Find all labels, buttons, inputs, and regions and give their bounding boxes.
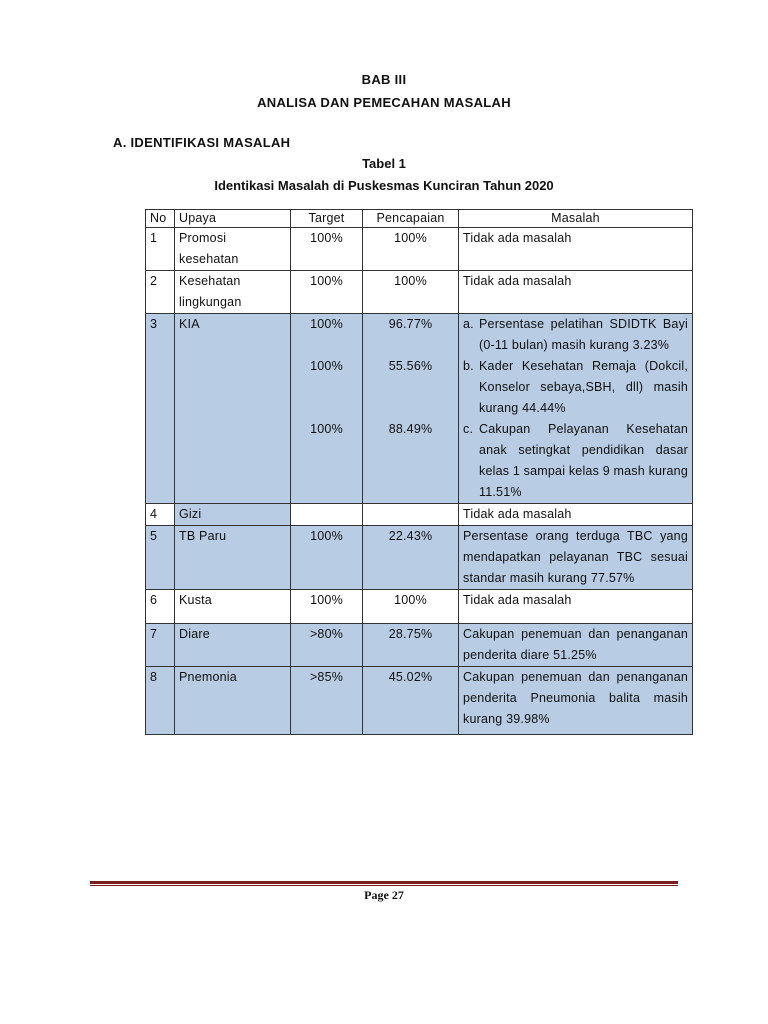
row-target: 100% <box>291 271 363 314</box>
row-target: >80% <box>291 624 363 667</box>
row-no: 5 <box>146 526 175 590</box>
row-pencapaian: 100% <box>363 228 459 271</box>
row-target: 100% <box>291 590 363 624</box>
item-label: c. <box>463 422 474 436</box>
problem-table <box>145 209 693 735</box>
row-no: 1 <box>146 228 175 271</box>
table-label: Tabel 1 <box>362 156 406 171</box>
table-row <box>146 228 693 271</box>
row-upaya: Kusta <box>175 590 291 624</box>
item-label: a. <box>463 317 474 331</box>
table-row <box>146 271 693 314</box>
row-upaya: Kesehatan lingkungan <box>175 271 291 314</box>
header-no: No <box>146 210 175 228</box>
row-masalah: Tidak ada masalah <box>459 590 693 624</box>
chapter-title: ANALISA DAN PEMECAHAN MASALAH <box>257 95 511 110</box>
table-row <box>146 667 693 735</box>
table-row <box>146 624 693 667</box>
row-target: >85% <box>291 667 363 735</box>
row-pencapaian: 100% <box>363 590 459 624</box>
masalah-item <box>463 419 688 503</box>
table-row <box>146 314 693 504</box>
row-masalah: Tidak ada masalah <box>459 271 693 314</box>
row-pencapaian: 100% <box>363 271 459 314</box>
row-pencapaian: 28.75% <box>363 624 459 667</box>
row-target <box>291 504 363 526</box>
row-upaya: TB Paru <box>175 526 291 590</box>
row-masalah: Cakupan penemuan dan penanganan penderita Pneumonia balita masih kurang 39.98% <box>459 667 693 735</box>
pencapaian-c: 88.49% <box>388 422 433 436</box>
row-pencapaian-list <box>363 314 459 504</box>
pencapaian-a: 96.77% <box>388 317 433 331</box>
row-upaya: Pnemonia <box>175 667 291 735</box>
row-upaya: Gizi <box>175 504 291 526</box>
row-masalah: Tidak ada masalah <box>459 504 693 526</box>
masalah-item <box>463 356 688 419</box>
row-pencapaian: 45.02% <box>363 667 459 735</box>
item-text: Kader Kesehatan Remaja (Dokcil, Konselor sebaya,SBH, dll) masih kurang 44.44% <box>479 359 688 415</box>
row-no: 2 <box>146 271 175 314</box>
item-text: Cakupan Pelayanan Kesehatan anak setingkat pendidikan dasar kelas 1 sampai kelas 9 mash kurang 11.51% <box>479 422 688 499</box>
table-row <box>146 526 693 590</box>
row-masalah-list <box>459 314 693 504</box>
row-no: 3 <box>146 314 175 504</box>
header-target: Target <box>291 210 363 228</box>
item-label: b. <box>463 359 474 373</box>
masalah-item <box>463 314 688 356</box>
item-text: Persentase pelatihan SDIDTK Bayi (0-11 bulan) masih kurang 3.23% <box>479 317 688 352</box>
row-pencapaian <box>363 504 459 526</box>
row-no: 4 <box>146 504 175 526</box>
row-no: 8 <box>146 667 175 735</box>
footer-rule-thin <box>90 885 678 886</box>
chapter-label: BAB III <box>361 72 407 87</box>
row-pencapaian: 22.43% <box>363 526 459 590</box>
target-c: 100% <box>310 422 343 436</box>
pencapaian-b: 55.56% <box>388 359 433 373</box>
target-b: 100% <box>310 359 343 373</box>
section-heading: A. IDENTIFIKASI MASALAH <box>113 135 291 150</box>
footer-rule <box>90 881 678 884</box>
row-upaya: Promosi kesehatan <box>175 228 291 271</box>
table-title: Identikasi Masalah di Puskesmas Kunciran Tahun 2020 <box>214 178 554 193</box>
row-masalah: Tidak ada masalah <box>459 228 693 271</box>
target-a: 100% <box>310 317 343 331</box>
header-masalah: Masalah <box>459 210 693 228</box>
row-upaya: Diare <box>175 624 291 667</box>
row-targets <box>291 314 363 504</box>
table-row <box>146 590 693 624</box>
row-no: 7 <box>146 624 175 667</box>
header-upaya: Upaya <box>175 210 291 228</box>
row-masalah: Cakupan penemuan dan penanganan penderita diare 51.25% <box>459 624 693 667</box>
row-upaya: KIA <box>175 314 291 504</box>
page-number: Page 27 <box>364 888 404 902</box>
row-masalah: Persentase orang terduga TBC yang mendapatkan pelayanan TBC sesuai standar masih kurang 77.57% <box>459 526 693 590</box>
table-header-row <box>146 210 693 228</box>
table-row <box>146 504 693 526</box>
header-pencapaian: Pencapaian <box>363 210 459 228</box>
row-target: 100% <box>291 228 363 271</box>
row-target: 100% <box>291 526 363 590</box>
row-no: 6 <box>146 590 175 624</box>
